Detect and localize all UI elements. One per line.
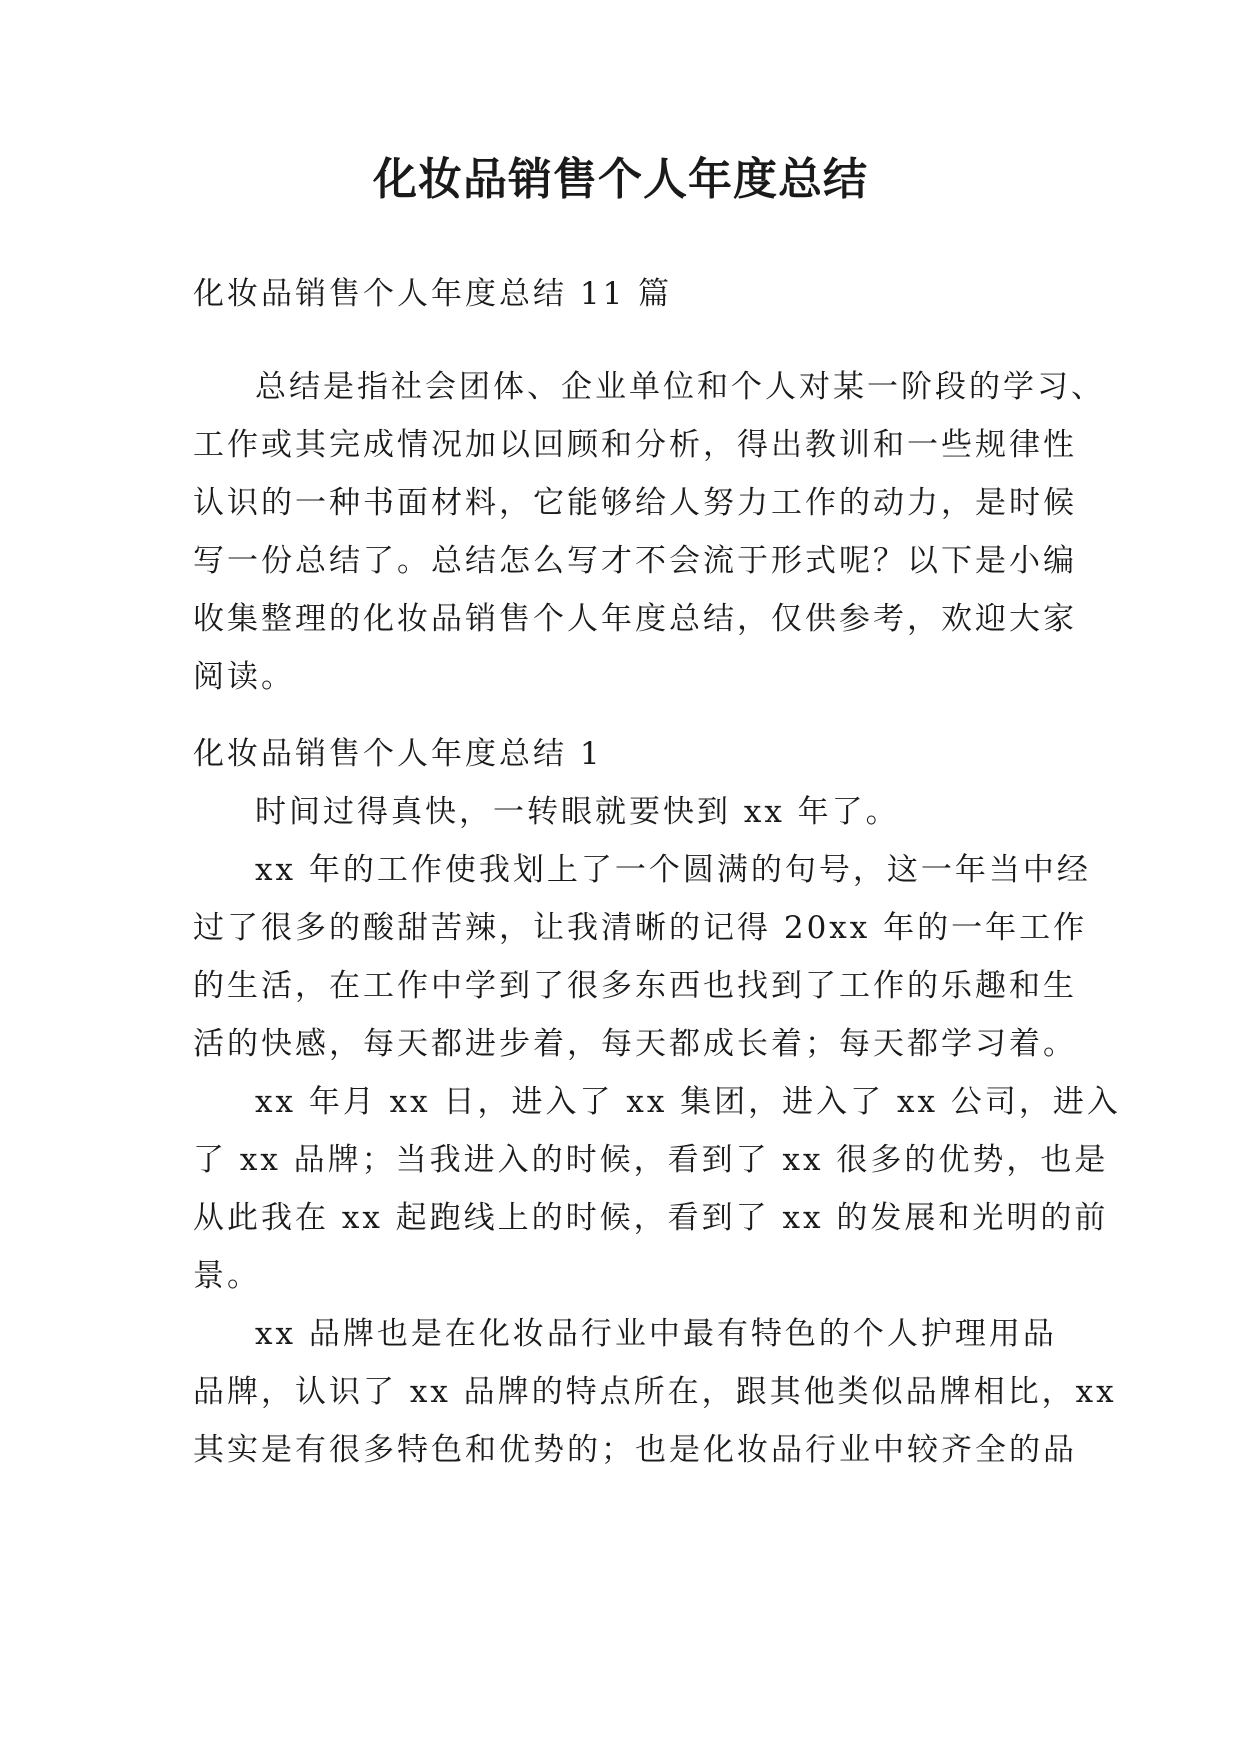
body-line: 活的快感，每天都进步着，每天都成长着；每天都学习着。 xyxy=(193,1026,1077,1062)
intro-line: 写一份总结了。总结怎么写才不会流于形式呢？以下是小编 xyxy=(193,543,1077,579)
body-line: 品牌，认识了 xx 品牌的特点所在，跟其他类似品牌相比，xx xyxy=(193,1374,1117,1410)
document-title: 化妆品销售个人年度总结 xyxy=(373,154,868,205)
body-line: 时间过得真快，一转眼就要快到 xx 年了。 xyxy=(255,794,900,830)
intro-line: 总结是指社会团体、企业单位和个人对某一阶段的学习、 xyxy=(255,369,1105,405)
document-subtitle-block xyxy=(193,265,1051,323)
intro-line: 工作或其完成情况加以回顾和分析，得出教训和一些规律性 xyxy=(193,427,1077,463)
body-line: 从此我在 xx 起跑线上的时候，看到了 xx 的发展和光明的前 xyxy=(193,1200,1109,1236)
body-line: 了 xx 品牌；当我进入的时候，看到了 xx 很多的优势，也是 xyxy=(193,1142,1109,1178)
body-line: 景。 xyxy=(193,1258,261,1294)
section-heading: 化妆品销售个人年度总结 1 xyxy=(193,736,603,772)
intro-paragraph xyxy=(193,358,1105,706)
body-line: xx 品牌也是在化妆品行业中最有特色的个人护理用品 xyxy=(255,1316,1057,1352)
intro-line: 阅读。 xyxy=(193,659,295,695)
intro-line: 认识的一种书面材料，它能够给人努力工作的动力，是时候 xyxy=(193,485,1077,521)
body-line: 的生活，在工作中学到了很多东西也找到了工作的乐趣和生 xyxy=(193,968,1077,1004)
body-line: 其实是有很多特色和优势的；也是化妆品行业中较齐全的品 xyxy=(193,1432,1077,1468)
document-subtitle: 化妆品销售个人年度总结 11 篇 xyxy=(193,276,673,312)
section-body xyxy=(193,783,1121,1479)
intro-line: 收集整理的化妆品销售个人年度总结，仅供参考，欢迎大家 xyxy=(193,601,1077,637)
body-line: xx 年的工作使我划上了一个圆满的句号，这一年当中经 xyxy=(255,852,1091,888)
body-line: 过了很多的酸甜苦辣，让我清晰的记得 20xx 年的一年工作 xyxy=(193,910,1088,946)
section-heading-block xyxy=(193,725,1051,783)
body-line: xx 年月 xx 日，进入了 xx 集团，进入了 xx 公司，进入 xyxy=(255,1084,1121,1120)
